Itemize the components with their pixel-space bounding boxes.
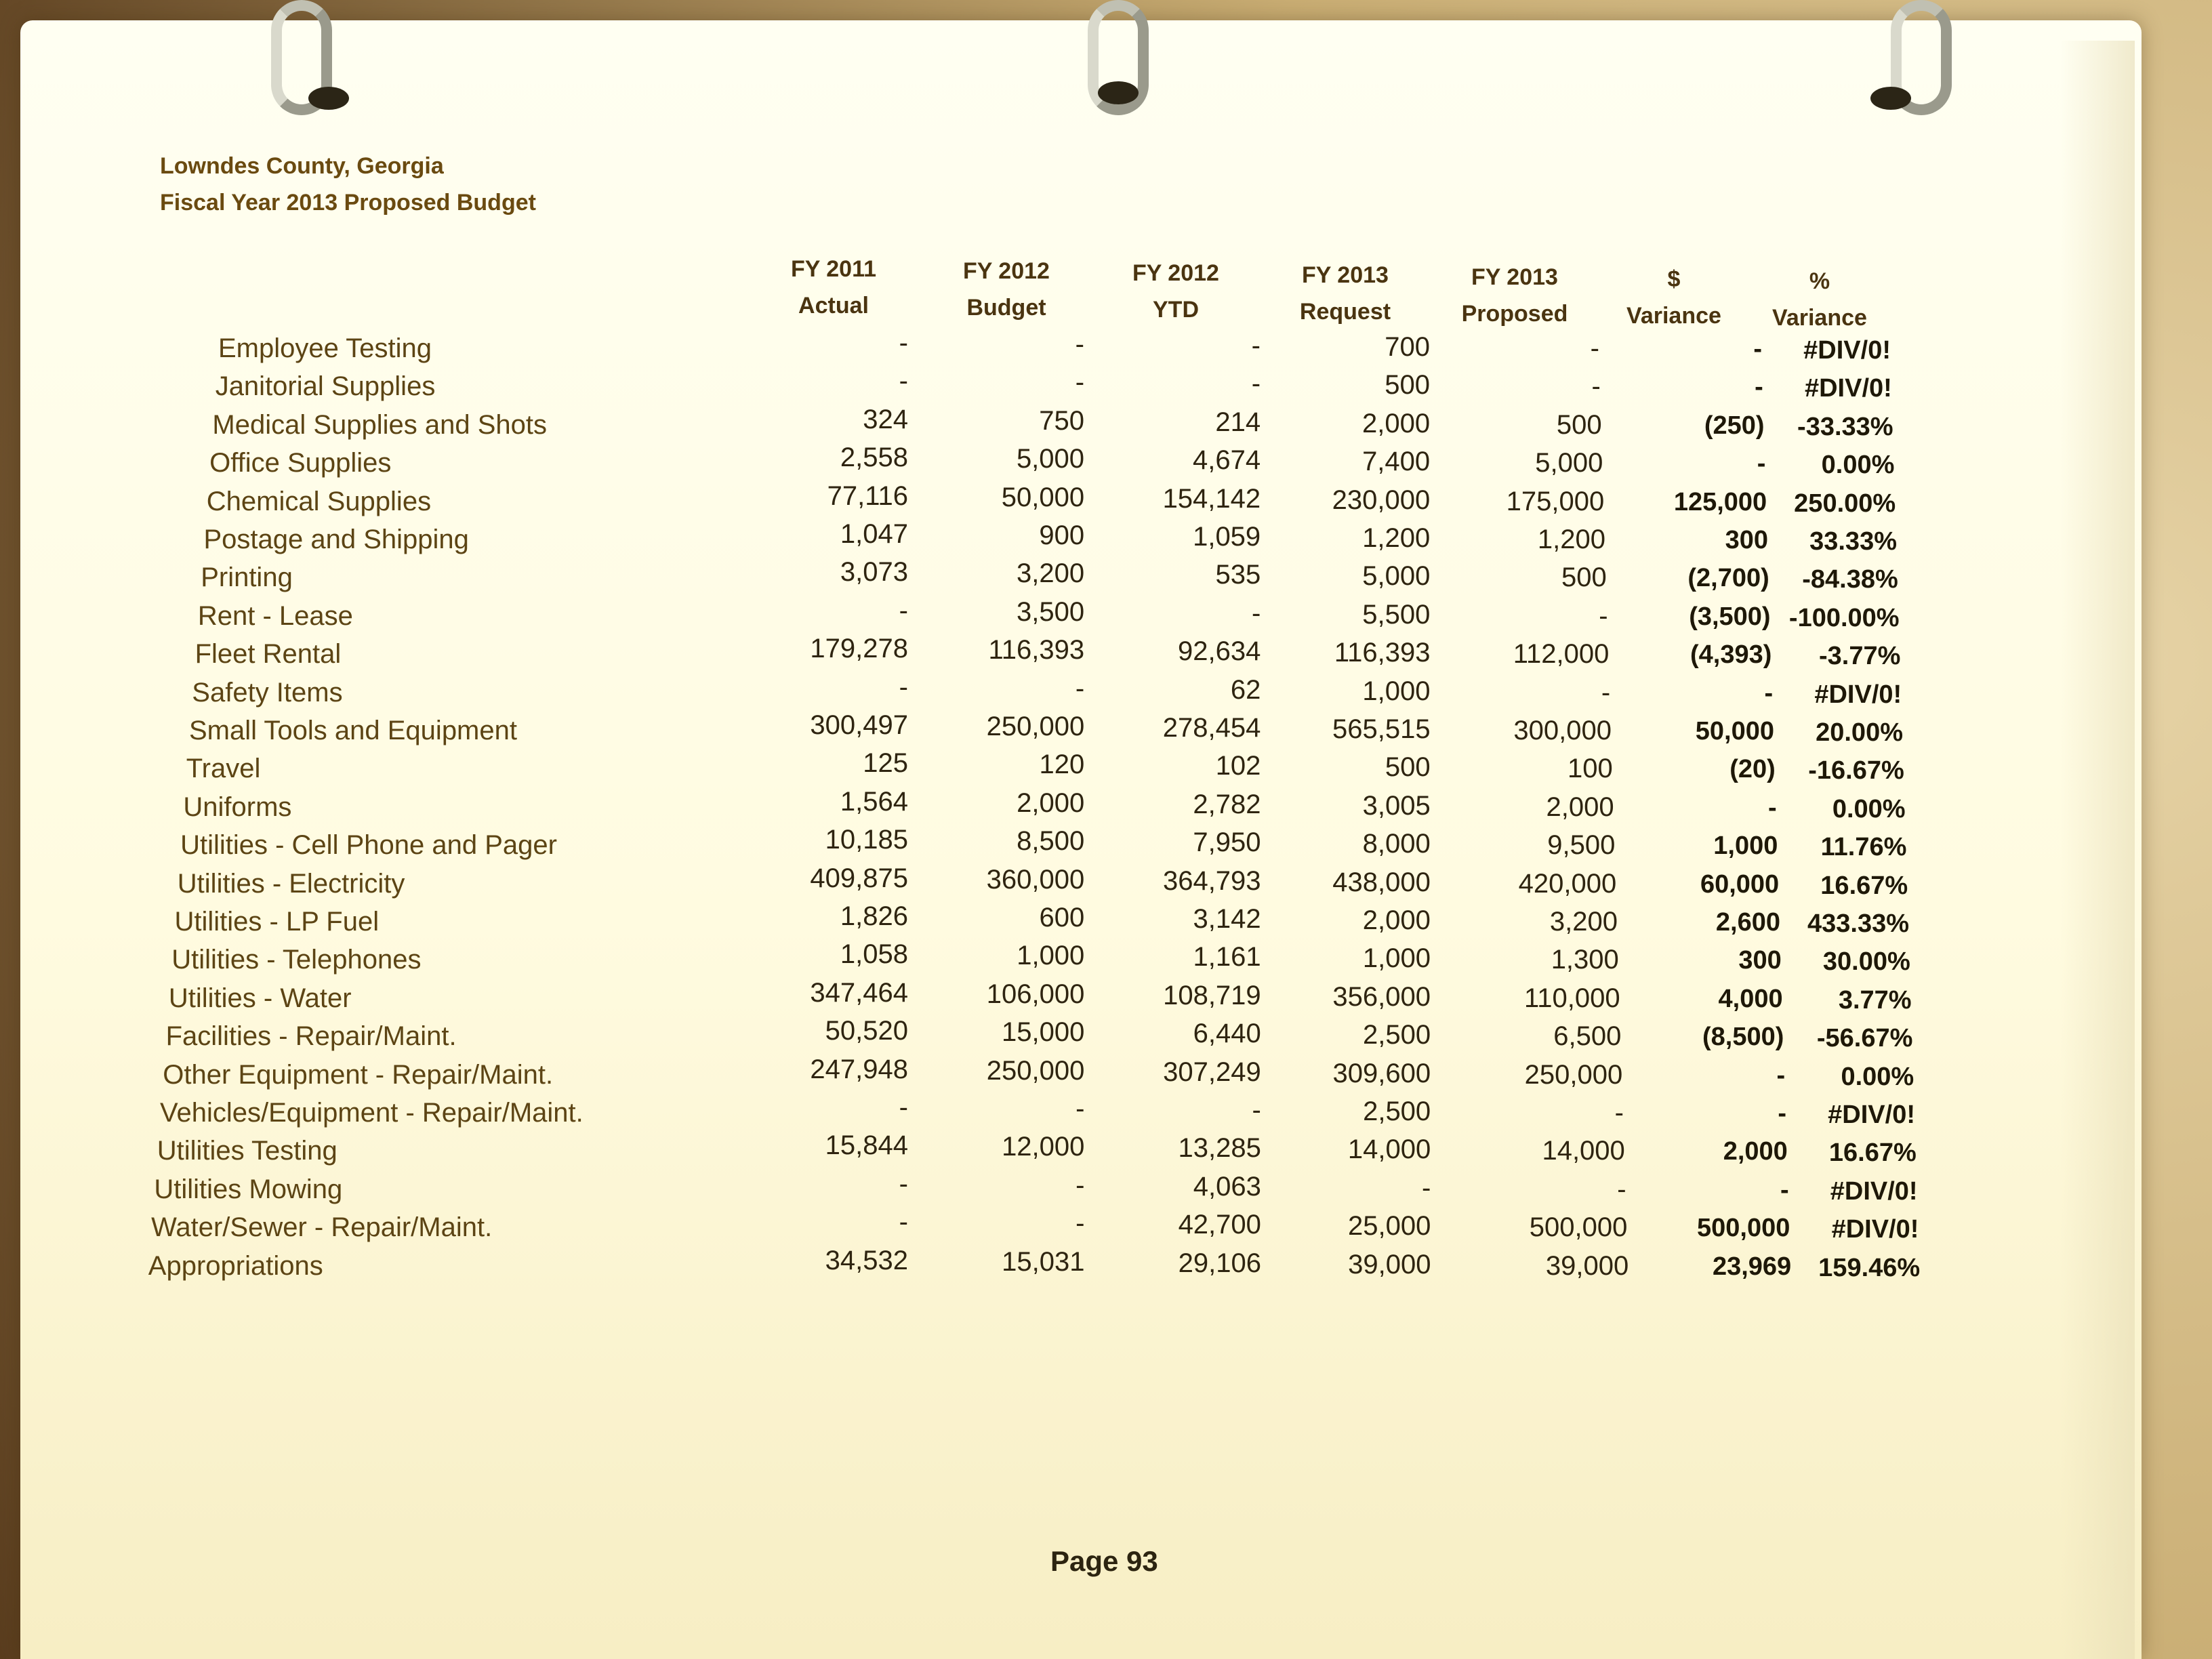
percent-variance-cell: 159.46%: [1818, 1253, 1921, 1282]
amount-cell: -: [1599, 600, 1608, 631]
amount-cell: 324: [863, 404, 908, 434]
amount-cell: 3,005: [1362, 790, 1431, 821]
percent-variance-cell: #DIV/0!: [1804, 374, 1892, 403]
column-header-top: FY 2012: [963, 258, 1050, 284]
table-row: [0, 519, 2212, 564]
amount-cell: 600: [1039, 903, 1085, 933]
amount-cell: -: [1601, 677, 1611, 708]
amount-cell: 4,063: [1193, 1171, 1261, 1202]
dollar-variance-cell: (20): [1729, 755, 1776, 784]
dollar-variance-cell: 4,000: [1718, 984, 1783, 1013]
column-header-bottom: Variance: [1626, 303, 1721, 329]
amount-cell: 2,000: [1017, 787, 1085, 818]
row-label: Utilities - Telephones: [171, 945, 422, 975]
dollar-variance-cell: -: [1757, 449, 1766, 478]
amount-cell: -: [899, 1092, 908, 1122]
column-header-bottom: YTD: [1153, 297, 1199, 323]
row-label: Vehicles/Equipment - Repair/Maint.: [160, 1098, 583, 1128]
amount-cell: -: [1076, 1094, 1085, 1124]
amount-cell: -: [1591, 371, 1601, 402]
amount-cell: 900: [1039, 520, 1085, 550]
amount-cell: 1,047: [840, 519, 908, 549]
punch-hole-left: [308, 87, 349, 110]
amount-cell: 179,278: [810, 634, 908, 664]
amount-cell: -: [1075, 673, 1085, 703]
row-label: Office Supplies: [209, 448, 392, 478]
row-label: Janitorial Supplies: [215, 371, 436, 402]
row-label: Chemical Supplies: [206, 486, 432, 516]
amount-cell: 29,106: [1178, 1248, 1261, 1278]
amount-cell: -: [1251, 369, 1261, 399]
amount-cell: 15,844: [825, 1130, 908, 1161]
amount-cell: 500: [1385, 752, 1431, 783]
column-header-bottom: Proposed: [1461, 301, 1568, 327]
amount-cell: 3,073: [840, 557, 908, 588]
row-label: Utilities Testing: [157, 1136, 337, 1166]
amount-cell: 3,142: [1193, 904, 1261, 934]
amount-cell: 12,000: [1002, 1132, 1085, 1162]
amount-cell: 300,497: [810, 710, 908, 740]
table-row: [0, 1168, 2212, 1214]
amount-cell: 154,142: [1162, 483, 1261, 514]
amount-cell: -: [1251, 598, 1261, 628]
table-row: [0, 825, 2212, 869]
amount-cell: 8,500: [1017, 826, 1085, 857]
dollar-variance-cell: 300: [1725, 526, 1768, 554]
table-row: [0, 977, 2212, 1023]
amount-cell: 8,000: [1362, 829, 1431, 859]
amount-cell: 6,440: [1193, 1019, 1261, 1049]
table-row: [0, 1207, 2212, 1252]
dollar-variance-cell: -: [1753, 335, 1762, 363]
amount-cell: 125: [863, 748, 908, 779]
dollar-variance-cell: 1,000: [1713, 832, 1778, 861]
dollar-variance-cell: (4,393): [1689, 640, 1772, 670]
row-label: Utilities - LP Fuel: [174, 907, 380, 937]
table-row: [0, 595, 2212, 640]
amount-cell: 250,000: [986, 712, 1085, 741]
amount-cell: 112,000: [1513, 639, 1610, 670]
amount-cell: 565,515: [1332, 714, 1431, 744]
amount-cell: 15,031: [1002, 1246, 1085, 1277]
percent-variance-cell: 33.33%: [1809, 527, 1897, 556]
amount-cell: 175,000: [1506, 486, 1605, 516]
dollar-variance-cell: 500,000: [1697, 1214, 1790, 1243]
row-label: Utilities Mowing: [154, 1174, 343, 1204]
amount-cell: 438,000: [1332, 867, 1431, 897]
dollar-variance-cell: -: [1776, 1061, 1786, 1090]
amount-cell: 1,000: [1362, 943, 1431, 974]
row-label: Travel: [186, 754, 261, 784]
percent-variance-cell: #DIV/0!: [1814, 680, 1902, 709]
amount-cell: 3,500: [1017, 596, 1085, 627]
amount-cell: 700: [1385, 332, 1430, 362]
amount-cell: 2,782: [1193, 789, 1261, 819]
percent-variance-cell: 0.00%: [1821, 451, 1895, 480]
amount-cell: -: [1076, 1170, 1085, 1200]
percent-variance-cell: #DIV/0!: [1803, 336, 1891, 365]
table-row: [0, 480, 2212, 526]
amount-cell: 108,719: [1163, 980, 1261, 1010]
amount-cell: 102: [1215, 751, 1261, 781]
column-header-top: FY 2013: [1471, 264, 1558, 290]
dollar-variance-cell: (250): [1704, 411, 1765, 440]
amount-cell: 1,000: [1362, 676, 1431, 706]
amount-cell: -: [1252, 1095, 1261, 1125]
amount-cell: 116,393: [1334, 638, 1431, 668]
dollar-variance-cell: 23,969: [1712, 1252, 1792, 1281]
amount-cell: 6,500: [1553, 1021, 1622, 1052]
table-row: [0, 366, 2212, 411]
amount-cell: 535: [1215, 560, 1261, 590]
percent-variance-cell: 433.33%: [1807, 909, 1909, 938]
amount-cell: 1,300: [1551, 945, 1619, 975]
amount-cell: 106,000: [986, 979, 1085, 1009]
percent-variance-cell: 0.00%: [1841, 1062, 1914, 1091]
column-header-top: $: [1667, 266, 1681, 292]
amount-cell: 9,500: [1547, 830, 1616, 861]
amount-cell: 2,500: [1362, 1020, 1431, 1050]
row-label: Other Equipment - Repair/Maint.: [163, 1059, 554, 1090]
amount-cell: -: [1421, 1172, 1431, 1203]
amount-cell: 307,249: [1163, 1057, 1261, 1087]
row-label: Utilities - Water: [168, 983, 352, 1013]
dollar-variance-cell: (3,500): [1689, 602, 1771, 631]
amount-cell: 250,000: [1524, 1059, 1623, 1090]
percent-variance-cell: -3.77%: [1818, 642, 1901, 671]
percent-variance-cell: 16.67%: [1828, 1139, 1917, 1168]
column-header-top: FY 2011: [790, 256, 877, 282]
amount-cell: 5,000: [1016, 444, 1085, 474]
row-label: Water/Sewer - Repair/Maint.: [151, 1212, 493, 1243]
amount-cell: 250,000: [986, 1055, 1085, 1086]
percent-variance-cell: -100.00%: [1788, 603, 1900, 632]
amount-cell: -: [1076, 1208, 1085, 1239]
amount-cell: -: [899, 1207, 908, 1237]
percent-variance-cell: 20.00%: [1816, 718, 1903, 747]
dollar-variance-cell: -: [1780, 1175, 1789, 1204]
amount-cell: -: [899, 328, 908, 358]
amount-cell: 120: [1039, 750, 1085, 780]
amount-cell: 5,500: [1362, 599, 1431, 630]
amount-cell: -: [1251, 331, 1261, 361]
amount-cell: -: [899, 672, 908, 702]
amount-cell: 14,000: [1347, 1134, 1431, 1165]
amount-cell: 116,393: [988, 635, 1085, 665]
page-number: Page 93: [1050, 1545, 1158, 1577]
dollar-variance-cell: 125,000: [1673, 487, 1767, 516]
amount-cell: 500: [1385, 370, 1431, 401]
percent-variance-cell: -56.67%: [1816, 1024, 1913, 1053]
amount-cell: 15,000: [1002, 1017, 1085, 1048]
amount-cell: 500: [1556, 409, 1602, 440]
amount-cell: 77,116: [827, 480, 908, 511]
amount-cell: 1,826: [840, 901, 908, 931]
row-label: Appropriations: [148, 1250, 323, 1281]
dollar-variance-cell: (8,500): [1702, 1023, 1784, 1052]
amount-cell: -: [1590, 333, 1599, 363]
punch-hole-center: [1098, 81, 1139, 104]
amount-cell: 1,059: [1193, 522, 1261, 552]
table-row: [0, 1054, 2212, 1099]
amount-cell: 42,700: [1178, 1210, 1261, 1240]
table-row: [0, 328, 2212, 373]
amount-cell: 2,000: [1362, 905, 1431, 935]
table-row: [0, 1016, 2212, 1061]
percent-variance-cell: -84.38%: [1802, 565, 1898, 594]
column-header-bottom: Variance: [1772, 305, 1867, 331]
column-header-top: %: [1809, 268, 1830, 294]
amount-cell: 230,000: [1332, 485, 1431, 515]
amount-cell: 92,634: [1177, 636, 1261, 667]
row-label: Rent - Lease: [197, 600, 353, 631]
dollar-variance-cell: -: [1764, 678, 1774, 708]
row-label: Printing: [201, 562, 293, 593]
amount-cell: 1,058: [840, 939, 908, 970]
table-row: [0, 901, 2212, 946]
amount-cell: 1,200: [1362, 523, 1431, 553]
amount-cell: 1,000: [1017, 941, 1085, 971]
document-title-budget: Fiscal Year 2013 Proposed Budget: [160, 190, 536, 216]
amount-cell: 3,200: [1549, 907, 1618, 937]
amount-cell: -: [1614, 1098, 1624, 1128]
table-row: [0, 1245, 2212, 1290]
amount-cell: 50,520: [825, 1016, 908, 1046]
amount-cell: -: [1075, 367, 1085, 398]
amount-cell: 39,000: [1348, 1249, 1431, 1279]
dollar-variance-cell: 2,000: [1723, 1137, 1788, 1166]
row-label: Medical Supplies and Shots: [212, 409, 548, 440]
amount-cell: 356,000: [1332, 981, 1431, 1012]
amount-cell: 110,000: [1523, 983, 1620, 1013]
column-header-top: FY 2013: [1302, 262, 1389, 288]
amount-cell: 2,000: [1546, 792, 1614, 822]
column-header-bottom: Budget: [966, 295, 1046, 321]
table-row: [0, 1130, 2212, 1175]
amount-cell: 2,558: [840, 443, 908, 473]
table-row: [0, 748, 2212, 793]
dollar-variance-cell: 2,600: [1715, 908, 1780, 937]
row-label: Postage and Shipping: [203, 525, 469, 554]
percent-variance-cell: 30.00%: [1822, 947, 1910, 977]
row-label: Safety Items: [192, 677, 343, 708]
table-row: [0, 786, 2212, 832]
amount-cell: 409,875: [810, 863, 908, 893]
amount-cell: 2,000: [1362, 408, 1431, 438]
percent-variance-cell: 16.67%: [1820, 871, 1908, 900]
amount-cell: 1,564: [840, 786, 908, 817]
table-row: [0, 672, 2212, 717]
amount-cell: -: [899, 595, 908, 626]
amount-cell: 2,500: [1363, 1097, 1431, 1126]
dollar-variance-cell: 60,000: [1700, 869, 1780, 899]
amount-cell: 7,950: [1193, 827, 1261, 858]
table-row: [0, 939, 2212, 984]
amount-cell: 300,000: [1513, 716, 1612, 745]
amount-cell: -: [1617, 1174, 1626, 1204]
amount-cell: 62: [1230, 674, 1261, 705]
percent-variance-cell: -33.33%: [1797, 412, 1893, 441]
table-row: [0, 443, 2212, 487]
document-title-county: Lowndes County, Georgia: [160, 153, 444, 179]
column-header-bottom: Request: [1299, 299, 1391, 325]
dollar-variance-cell: -: [1767, 793, 1777, 822]
amount-cell: 347,464: [810, 977, 908, 1008]
amount-cell: 1,200: [1537, 525, 1605, 554]
row-label: Small Tools and Equipment: [189, 716, 517, 745]
amount-cell: 5,000: [1535, 448, 1603, 478]
amount-cell: 360,000: [986, 864, 1085, 895]
amount-cell: 50,000: [1001, 482, 1085, 512]
amount-cell: 34,532: [825, 1245, 908, 1275]
amount-cell: -: [1075, 329, 1084, 359]
dollar-variance-cell: 300: [1738, 946, 1782, 975]
amount-cell: -: [899, 366, 908, 396]
amount-cell: 364,793: [1162, 865, 1261, 896]
amount-cell: 500,000: [1529, 1212, 1628, 1243]
amount-cell: 278,454: [1162, 713, 1261, 743]
column-header-bottom: Actual: [798, 293, 869, 319]
row-label: Utilities - Cell Phone and Pager: [180, 830, 557, 861]
amount-cell: 247,948: [810, 1054, 908, 1084]
dollar-variance-cell: 50,000: [1695, 717, 1774, 745]
amount-cell: 7,400: [1362, 447, 1431, 477]
row-label: Fleet Rental: [194, 639, 342, 670]
amount-cell: 1,161: [1193, 942, 1261, 972]
amount-cell: 5,000: [1362, 561, 1431, 592]
table-row: [0, 863, 2212, 908]
amount-cell: 3,200: [1017, 558, 1085, 589]
amount-cell: 100: [1568, 754, 1613, 784]
column-header-top: FY 2012: [1132, 260, 1219, 286]
amount-cell: 25,000: [1348, 1211, 1431, 1242]
percent-variance-cell: -16.67%: [1808, 756, 1904, 785]
table-row: [0, 710, 2212, 755]
amount-cell: 39,000: [1545, 1250, 1629, 1281]
table-row: [0, 557, 2212, 602]
amount-cell: -: [899, 1168, 908, 1199]
percent-variance-cell: 3.77%: [1838, 985, 1912, 1015]
table-row: [0, 634, 2212, 678]
table-row: [0, 1092, 2212, 1137]
percent-variance-cell: 0.00%: [1832, 794, 1906, 823]
punch-hole-right: [1870, 87, 1911, 110]
row-label: Employee Testing: [218, 333, 432, 363]
table-row: [0, 404, 2212, 449]
dollar-variance-cell: -: [1755, 373, 1763, 402]
dollar-variance-cell: (2,700): [1687, 564, 1769, 593]
amount-cell: 14,000: [1542, 1136, 1625, 1166]
amount-cell: 4,674: [1193, 445, 1261, 476]
amount-cell: 500: [1561, 562, 1607, 593]
amount-cell: 13,285: [1178, 1133, 1261, 1164]
row-label: Uniforms: [183, 792, 292, 822]
percent-variance-cell: #DIV/0!: [1828, 1101, 1915, 1129]
amount-cell: 309,600: [1332, 1058, 1431, 1088]
amount-cell: 214: [1215, 407, 1261, 437]
percent-variance-cell: 250.00%: [1794, 489, 1896, 518]
row-label: Utilities - Electricity: [177, 868, 405, 899]
amount-cell: 10,185: [825, 825, 908, 855]
amount-cell: 420,000: [1518, 868, 1617, 899]
row-label: Facilities - Repair/Maint.: [165, 1021, 457, 1052]
amount-cell: 750: [1039, 405, 1085, 436]
percent-variance-cell: 11.76%: [1820, 833, 1907, 862]
dollar-variance-cell: -: [1778, 1099, 1786, 1128]
percent-variance-cell: #DIV/0!: [1830, 1176, 1918, 1206]
percent-variance-cell: #DIV/0!: [1831, 1215, 1919, 1244]
